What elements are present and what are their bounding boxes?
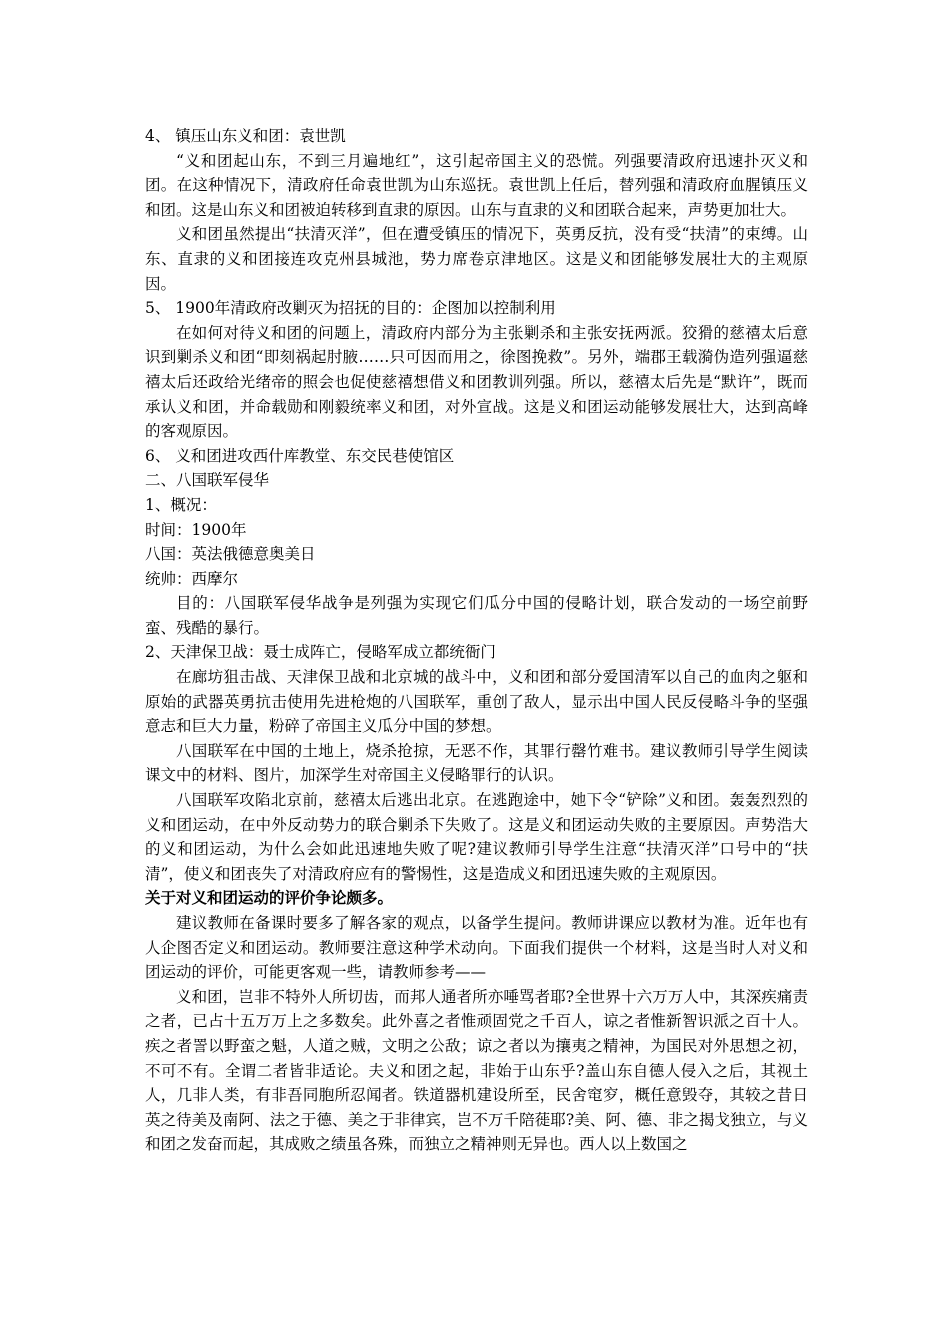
paragraph: 统帅：西摩尔 (145, 569, 239, 588)
paragraph: 4、 镇压山东义和团：袁世凯 (145, 127, 346, 145)
paragraph: 八国：英法俄德意奥美日 (145, 545, 316, 564)
paragraph: 2、天津保卫战：聂士成阵亡，侵略军成立都统衙门 (145, 643, 496, 662)
paragraph: 八国联军攻陷北京前，慈禧太后逃出北京。在逃跑途中，她下令“铲除”义和团。轰轰烈烈的义和团运动，在中外反动势力的联合剿杀下失败了。这是义和团运动失败的主要原因。声势浩大的义和团运动，为什么会如此迅速地失败了呢?建议教师引导学生注意“扶清灭洋”口号中的“扶清”，使义和团丧失了对清政府应有的警惕性，这是造成义和团迅速失败的主观原因。 (145, 791, 808, 883)
paragraph: 八国联军在中国的土地上，烧杀抢掠，无恶不作，其罪行罄竹难书。建议教师引导学生阅读课文中的材料、图片，加深学生对帝国主义侵略罪行的认识。 (145, 741, 808, 785)
paragraph: 义和团，岂非不特外人所切齿，而邦人通者所亦唾骂者耶?全世界十六万万人中，其深疾痛责之者，已占十五万万上之多数矣。此外喜之者惟顽固党之千百人，谅之者惟新智识派之百十人。疾之者詈以野蛮之魁，人道之贼，文明之公敌；谅之者以为攘夷之精神，为国民对外思想之初，不可不有。全谓二者皆非适论。夫义和团之起，非始于山东乎?盖山东自德人侵入之后，其视土人，几非人类，有非吾同胞所忍闻者。铁道器机建设所至，民舍窀穸，概任意毁夺，其较之昔日英之待美及南阿、法之于德、美之于非律宾，岂不万千陪蓰耶?美、阿、德、非之揭戈独立，与义和团之发奋而起，其成败之绩虽各殊，而独立之精神则无异也。西人以上数国之 (145, 987, 808, 1154)
document-body (145, 124, 808, 1157)
paragraph: 6、 义和团进攻西什库教堂、东交民巷使馆区 (145, 446, 455, 465)
paragraph: 建议教师在备课时要多了解各家的观点，以备学生提问。教师讲课应以教材为准。近年也有人企图否定义和团运动。教师要注意这种学术动向。下面我们提供一个材料，这是当时人对义和团运动的评价，可能更客观一些，请教师参考—— (145, 914, 808, 982)
paragraph: 1、概况： (145, 495, 217, 514)
paragraph: 在廊坊狙击战、天津保卫战和北京城的战斗中，义和团和部分爱国清军以自己的血肉之躯和原始的武器英勇抗击使用先进枪炮的八国联军，重创了敌人，显示出中国人民反侵略斗争的坚强意志和巨大力量，粉碎了帝国主义瓜分中国的梦想。 (145, 668, 808, 736)
paragraph: 二、八国联军侵华 (145, 471, 270, 490)
paragraph: 在如何对待义和团的问题上，清政府内部分为主张剿杀和主张安抚两派。狡猾的慈禧太后意识到剿杀义和团“即刻祸起肘腋……只可因而用之，徐图挽救”。另外，端郡王载漪伪造列强逼慈禧太后还政给光绪帝的照会也促使慈禧想借义和团教训列强。所以，慈禧太后先是“默许”，既而承认义和团，并命载勋和刚毅统率义和团，对外宣战。这是义和团运动能够发展壮大，达到高峰的客观原因。 (145, 323, 808, 441)
paragraph: “义和团起山东，不到三月遍地红”，这引起帝国主义的恐慌。列强要清政府迅速扑灭义和团。在这种情况下，清政府任命袁世凯为山东巡抚。袁世凯上任后，替列强和清政府血腥镇压义和团。这是山东义和团被迫转移到直隶的原因。山东与直隶的义和团联合起来，声势更加壮大。 (145, 151, 808, 219)
section-heading: 关于对义和团运动的评价争论颇多。 (145, 888, 394, 908)
paragraph: 时间：1900年 (145, 520, 247, 539)
paragraph: 目的：八国联军侵华战争是列强为实现它们瓜分中国的侵略计划，联合发动的一场空前野蛮、残酷的暴行。 (145, 594, 808, 637)
paragraph: 义和团虽然提出“扶清灭洋”，但在遭受镇压的情况下，英勇反抗，没有受“扶清”的束缚。山东、直隶的义和团接连攻克州县城池，势力席卷京津地区。这是义和团能够发展壮大的主观原因。 (145, 225, 808, 293)
paragraph: 5、 1900年清政府改剿灭为招抚的目的：企图加以控制利用 (145, 299, 556, 318)
